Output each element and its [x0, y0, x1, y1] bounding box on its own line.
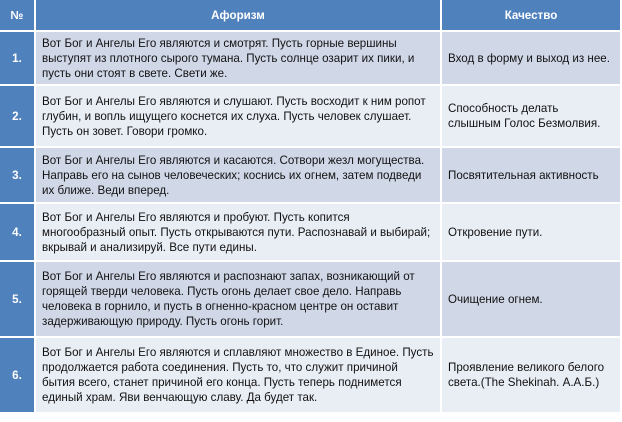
- row-number: 2.: [0, 86, 36, 148]
- row-number: 4.: [0, 204, 36, 262]
- table-row: [0, 32, 620, 86]
- quality-cell: [442, 338, 620, 414]
- quality-text: Вход в форму и выход из нее.: [448, 51, 610, 65]
- quality-cell: [442, 262, 620, 338]
- quality-text: Очищение огнем.: [448, 292, 543, 306]
- table-row: [0, 338, 620, 414]
- table-row: [0, 262, 620, 338]
- aphorism-text: Вот Бог и Ангелы Его являются и смотрят. Пусть горные вершины выступят из плотного сырого тумана. Пусть солнце озарит их пики, и пусть они стоят в свете. Свети же.: [42, 36, 415, 80]
- aphorism-cell: [36, 32, 442, 86]
- aphorism-text: Вот Бог и Ангелы Его являются и распознают запах, возникающий от горящей тверди человека. Пусть огонь делает свое дело. Направь человека в горнило, и пусть в огненно-красном центре он оставит задерживающую природу. Пусть огонь горит.: [42, 270, 415, 328]
- quality-cell: [442, 204, 620, 262]
- table-header-row: [0, 0, 620, 32]
- table-row: [0, 204, 620, 262]
- header-aphorism: Афоризм: [36, 0, 442, 32]
- aphorism-cell: [36, 148, 442, 204]
- aphorism-cell: [36, 86, 442, 148]
- row-number: 3.: [0, 148, 36, 204]
- quality-text: Откровение пути.: [448, 225, 543, 239]
- header-quality: Качество: [442, 0, 620, 32]
- quality-cell: [442, 148, 620, 204]
- aphorism-cell: [36, 262, 442, 338]
- quality-cell: [442, 32, 620, 86]
- quality-text: Способность делать слышным Голос Безмолвия.: [448, 102, 601, 130]
- aphorism-text: Вот Бог и Ангелы Его являются и пробуют. Пусть копится многообразный опыт. Пусть открываются пути. Распознавай и выбирай; вкрывай и анализируй. Все пути едины.: [42, 210, 431, 254]
- row-number: 1.: [0, 32, 36, 86]
- table-row: [0, 86, 620, 148]
- quality-text: Посвятительная активность: [448, 168, 599, 182]
- aphorism-text: Вот Бог и Ангелы Его являются и слушают. Пусть восходит к ним ропот глубин, и вопль ищущего коснется их слуха. Пусть человек слушает. Пусть он зовет. Говори громко.: [42, 94, 426, 138]
- header-number: №: [0, 0, 36, 32]
- quality-text: Проявление великого белого света.(The Shekinah. А.А.Б.): [448, 361, 605, 389]
- row-number: 5.: [0, 262, 36, 338]
- quality-cell: [442, 86, 620, 148]
- aphorism-text: Вот Бог и Ангелы Его являются и сплавляют множество в Единое. Пусть продолжается работа соединения. Пусть то, что служит причиной бытия всего, станет причиной его конца. Пусть теперь поднимется единый храм. Яви венчающую славу. Да будет так.: [42, 346, 434, 404]
- aphorism-text: Вот Бог и Ангелы Его являются и касаются. Сотвори жезл могущества. Направь его на сынов человеческих; коснись их огнем, затем подведи их ближе. Веди вперед.: [42, 153, 425, 197]
- row-number: 6.: [0, 338, 36, 414]
- aphorism-cell: [36, 338, 442, 414]
- aphorism-cell: [36, 204, 442, 262]
- table-row: [0, 148, 620, 204]
